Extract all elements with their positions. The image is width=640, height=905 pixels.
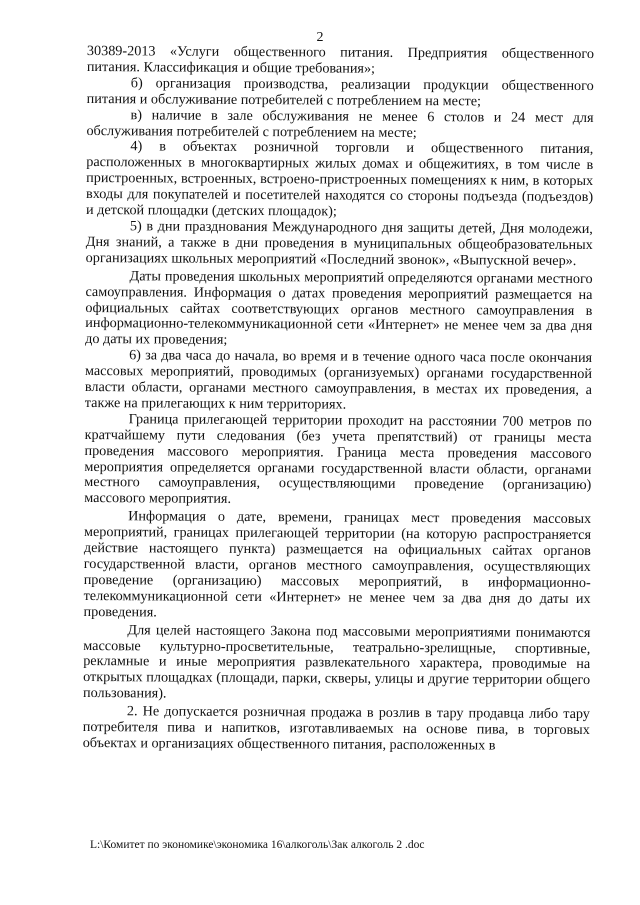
paragraph-information: Информация о дате, времени, границах мест проведения массовых мероприятий, границах прилегающей территории (на которую распространяется действие настоящего пункта) размещается на официальных сайтах органов государственной власти, органов местного самоуправления, осуществляющих проведение (организацию) массовых мероприятий, в информационно-телекоммуникационной сети «Интернет» не менее чем за два дня до даты их проведения. — [83, 508, 592, 621]
paragraph-item-5: 5) в дни празднования Международного дня защиты детей, Дня молодежи, Дня знаний, а также в дни проведения в муниципальных общеобразовательных организациях школьных мероприятий «Последний звонок», «Выпускной вечер». — [85, 218, 593, 269]
paragraph-item-4: 4) в объектах розничной торговли и общественного питания, расположенных в многоквартирных жилых домах и общежитиях, в том числе в пристроенных, встроенных, встроено-пристроенных помещениях к ним, в которых входы для покупателей и посетителей находятся со стороны подъезда (подъездов) и детской площадки (детских площадок); — [85, 138, 594, 220]
page-number: 2 — [316, 30, 324, 45]
document-body — [83, 44, 594, 755]
paragraph-school-dates: Даты проведения школьных мероприятий определяются органами местного самоуправления. Информация о датах проведения мероприятий размещается на официальных сайтах соответствующих органов местного самоуправления в информационно-телекоммуникационной сети «Интернет» не менее чем за два дня до даты их проведения; — [85, 267, 593, 349]
paragraph-item-v: в) наличие в зале обслуживания не менее 6 столов и 24 мест для обслуживания потребителей с потреблением на месте; — [86, 106, 594, 141]
paragraph-item-b: б) организация производства, реализации продукции общественного питания и обслуживание потребителей с потреблением на месте; — [86, 75, 594, 110]
file-path-footer: L:\Комитет по экономике\экономика 16\алкоголь\Зак алкоголь 2 .doc — [90, 839, 425, 851]
paragraph-gost-continuation: 30389-2013 «Услуги общественного питания. Предприятия общественного питания. Классификация и общие требования»; — [86, 43, 594, 77]
paragraph-item-6: 6) за два часа до начала, во время и в течение одного часа после окончания массовых мероприятий, проводимых (организуемых) органами государственной власти области, органами местного самоуправления, в местах их проведения, а также на прилегающих к ним территориях. — [84, 347, 593, 413]
paragraph-point-2: 2. Не допускается розничная продажа в розлив в тару продавца либо тару потребителя пива и напитков, изготавливаемых на основе пива, в торговых объектах и организациях общественного питания, расположенных в — [82, 703, 590, 754]
paragraph-boundary: Граница прилегающей территории проходит на расстоянии 700 метров по кратчайшему пути следования (без учета препятствий) от границы места проведения массового мероприятия. Граница места проведения массового мероприятия определяется органами государственной власти области, органами местного самоуправления, осуществляющими проведение (организацию) массового мероприятия. — [84, 411, 592, 508]
paragraph-definition: Для целей настоящего Закона под массовыми мероприятиями понимаются массовые культурно-просветительные, театрально-зрелищные, спортивные, рекламные и иные мероприятия развлекательного характера, проводимые на открытых площадках (площади, парки, скверы, улицы и другие территории общего пользования). — [82, 621, 591, 702]
